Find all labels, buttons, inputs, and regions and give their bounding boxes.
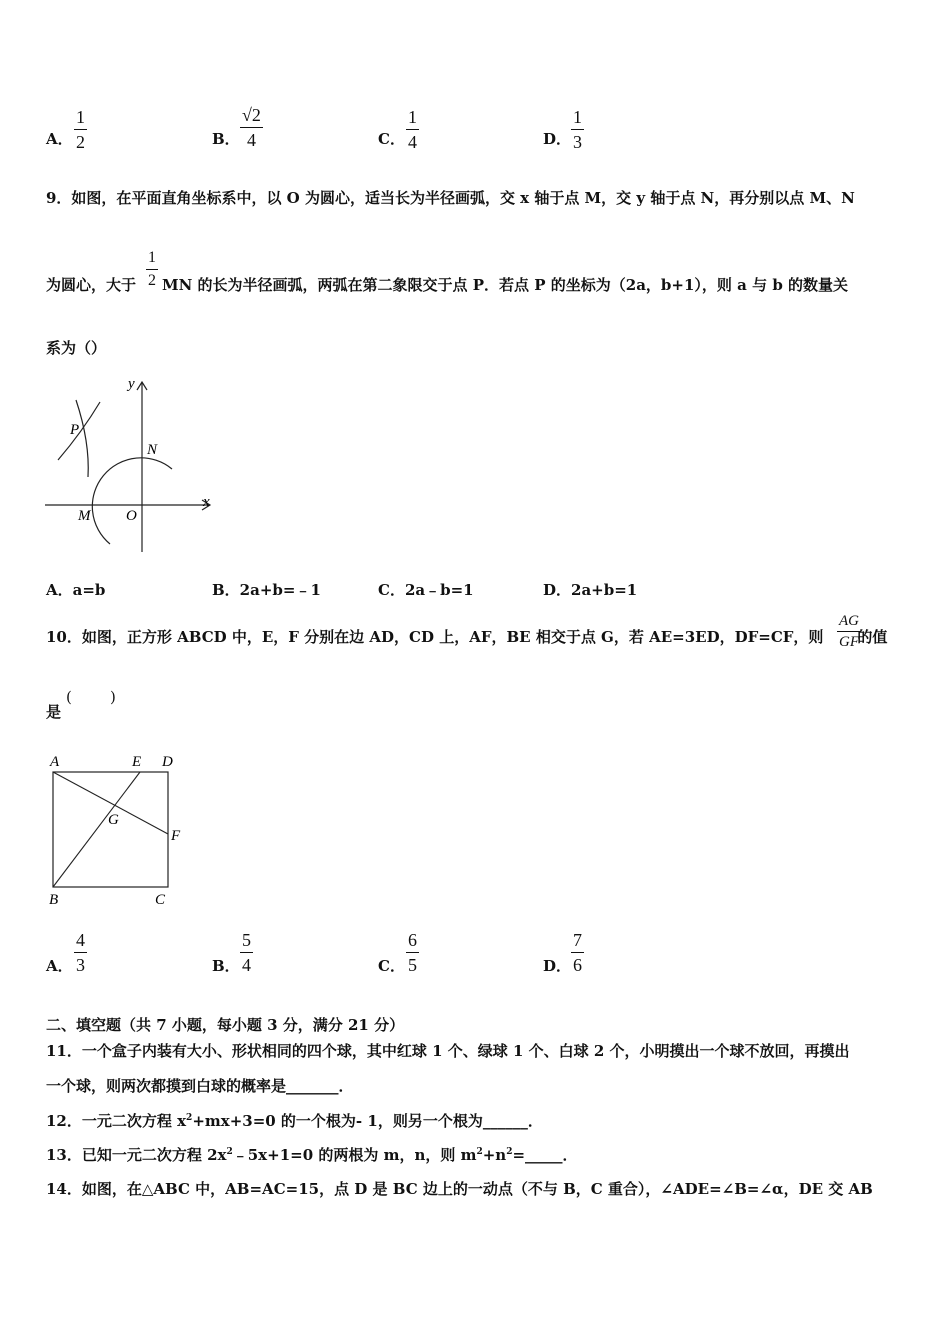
q9-option-b: B．2a+b=﹣1 (212, 581, 321, 599)
q8-option-d-fraction: 1 3 (573, 107, 582, 152)
q10-fig-label-a: A (50, 754, 60, 770)
q9-fig-label-x: x (203, 494, 210, 510)
q9-option-a: A．a=b (46, 581, 106, 599)
q9-text-line1: 9．如图，在平面直角坐标系中，以 O 为圆心，适当长为半径画弧，交 x 轴于点 M，交 y 轴于点 N，再分别以点 M、N (46, 189, 855, 207)
q9-text-line3: 系为（） (46, 339, 107, 357)
q8-option-b-letter: B． (212, 130, 240, 148)
q10-option-d-fraction: 7 6 (573, 930, 582, 975)
q10-option-b-letter: B． (212, 957, 240, 975)
q9-text-line2: 为圆心，大于 MN 的长为半径画弧，两弧在第二象限交于点 P．若点 P 的坐标为（2a，b+1），则 a 与 b 的数量关 (46, 276, 849, 294)
q8-option-a-letter: A． (46, 130, 73, 148)
q10-fig-label-g: G (108, 812, 119, 828)
q9-coordinate-figure (40, 372, 230, 562)
q10-option-c-letter: C． (378, 957, 405, 975)
q10-option-a-fraction: 4 3 (76, 930, 85, 975)
q8-option-d-letter: D． (543, 130, 572, 148)
q8-option-a-fraction: 1 2 (76, 107, 85, 152)
q9-half-fraction: 1 2 (148, 249, 156, 289)
q8-option-b-fraction: √2 4 (242, 105, 261, 150)
q10-fig-label-f: F (171, 828, 181, 844)
q10-square-figure (44, 750, 194, 910)
q9-fig-label-m: M (78, 508, 91, 524)
q9-fig-label-p: P (70, 422, 80, 438)
q10-text-line2: 是 (46, 703, 62, 721)
q14-text-line1: 14．如图，在△ABC 中，AB=AC=15，点 D 是 BC 边上的一动点（不与 B，C 重合），∠ADE=∠B=∠α，DE 交 AB (46, 1180, 873, 1198)
q10-option-c-fraction: 6 5 (408, 930, 417, 975)
section2-heading: 二、填空题（共 7 小题，每小题 3 分，满分 21 分） (46, 1016, 405, 1034)
q8-option-c-letter: C． (378, 130, 405, 148)
q10-text-line1: 10．如图，正方形 ABCD 中，E，F 分别在边 AD，CD 上，AF，BE 相交于点 G，若 AE=3ED，DF=CF，则 的值 (46, 628, 888, 646)
q10-answer-paren: ( ) (66, 688, 116, 706)
q10-fig-label-d: D (162, 754, 173, 770)
q10-fig-label-c: C (155, 892, 166, 908)
q13-text: 13．已知一元二次方程 $2x^2﹣5x+1=0$ 的两根为 m，n，则 $m^2+n^2=\_\_\_\_\_$． (46, 1146, 578, 1164)
q10-ag-gf-fraction: AG GF (839, 613, 859, 650)
q10-option-d-letter: D． (543, 957, 572, 975)
q10-fig-label-e: E (132, 754, 142, 770)
q8-option-c-fraction: 1 4 (408, 107, 417, 152)
q9-fig-label-n: N (147, 442, 158, 458)
q10-option-a-letter: A． (46, 957, 73, 975)
q9-fig-label-y: y (128, 376, 135, 392)
q10-fig-label-b: B (49, 892, 59, 908)
q11-text-line2: 一个球，则两次都摸到白球的概率是_______． (46, 1077, 354, 1095)
q9-option-c: C．2a﹣b=1 (378, 581, 474, 599)
q9-option-d: D．2a+b=1 (543, 581, 638, 599)
q10-option-b-fraction: 5 4 (242, 930, 251, 975)
q11-text-line1: 11．一个盒子内装有大小、形状相同的四个球，其中红球 1 个、绿球 1 个、白球 2 个，小明摸出一个球不放回，再摸出 (46, 1042, 850, 1060)
q9-fig-label-o: O (126, 508, 137, 524)
q12-text: 12．一元二次方程 $x^2+mx+3=0$ 的一个根为- 1，则另一个根为______． (46, 1112, 543, 1130)
